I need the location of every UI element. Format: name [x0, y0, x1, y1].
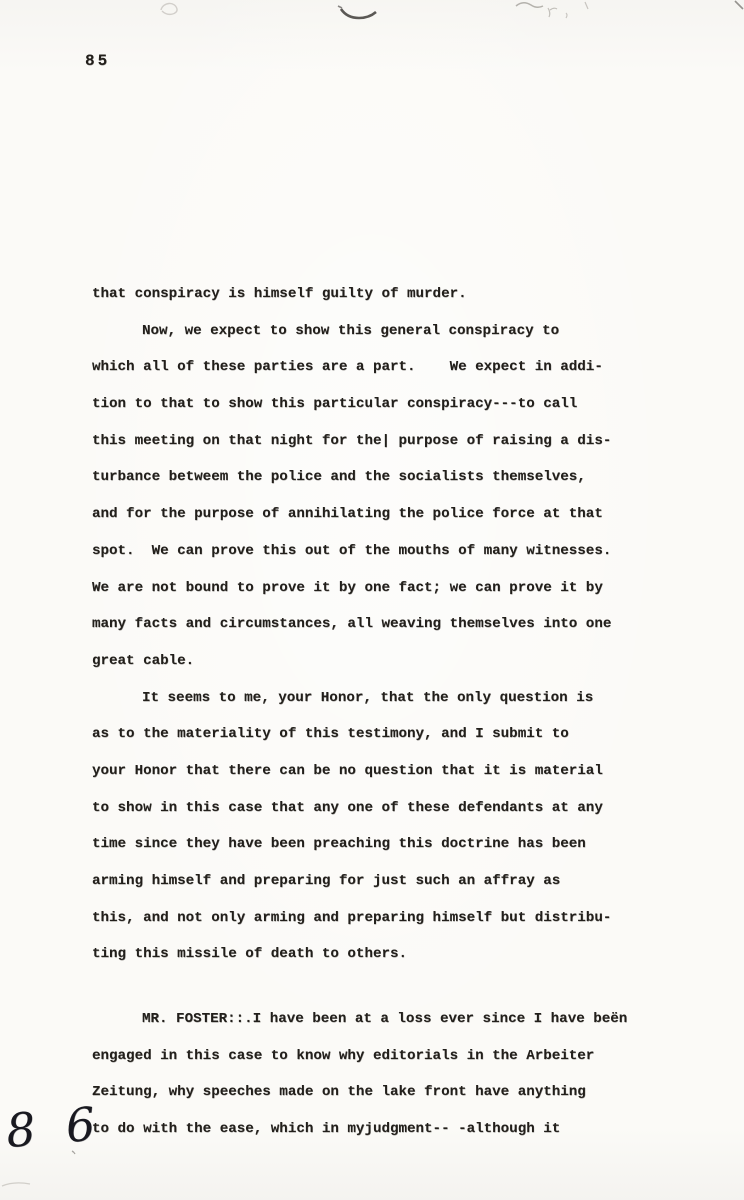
text-line: time since they have been preaching this doctrine has been — [92, 836, 586, 853]
text-line: this meeting on that night for the| purpose of raising a dis- — [92, 432, 612, 449]
text-line: as to the materiality of this testimony, and I submit to — [92, 726, 569, 743]
text-line: this, and not only arming and preparing himself but distribu- — [92, 909, 612, 926]
text-line: tion to that to show this particular conspiracy---to call — [92, 396, 578, 413]
bottom-smudge-mark — [2, 1183, 30, 1186]
text-line: that conspiracy is himself guilty of murder. — [92, 286, 467, 302]
pencil-circle-mark — [161, 3, 177, 14]
text-line: Now, we expect to show this general conspiracy to — [142, 322, 560, 339]
pencil-r-mark — [548, 8, 557, 17]
transcript-body — [92, 276, 712, 1148]
text-line: engaged in this case to know why editorials in the Arbeiter — [92, 1047, 595, 1064]
text-line: MR. FOSTER::.I have been at a loss ever since I have beën — [142, 1011, 628, 1028]
text-line: spot. We can prove this out of the mouths of many witnesses. — [92, 542, 612, 559]
pencil-scribble-mark — [516, 3, 543, 8]
text-line: It seems to me, your Honor, that the only question is — [142, 689, 594, 706]
handwritten-page-number: 8 6 — [3, 1095, 106, 1159]
ink-dot-mark — [338, 6, 342, 8]
pencil-comma-mark — [566, 13, 567, 18]
text-line: great cable. — [92, 652, 195, 669]
text-line: to show in this case that any one of these defendants at any — [92, 799, 603, 816]
text-line: to do with the ease, which in myjudgment-- -although it — [92, 1121, 561, 1138]
ink-swoosh-mark — [341, 9, 376, 18]
text-line: your Honor that there can be no question that it is material — [92, 762, 603, 779]
text-line: turbance betweem the police and the socialists themselves, — [92, 469, 586, 486]
text-line: arming himself and preparing for just such an affray as — [92, 873, 561, 889]
text-line: and for the purpose of annihilating the police force at that — [92, 506, 603, 523]
pencil-tick-mark — [585, 2, 588, 9]
text-line: We are not bound to prove it by one fact; we can prove it by — [92, 579, 603, 596]
text-line: ting this missile of death to others. — [92, 946, 408, 963]
text-line: many facts and circumstances, all weaving themselves into one — [92, 616, 612, 633]
corner-tick-mark — [735, 1, 743, 9]
text-line: which all of these parties are a part. We expect in addi- — [92, 359, 603, 376]
page-number: 85 — [85, 52, 111, 70]
text-line: Zeitung, why speeches made on the lake front have anything — [92, 1084, 586, 1101]
